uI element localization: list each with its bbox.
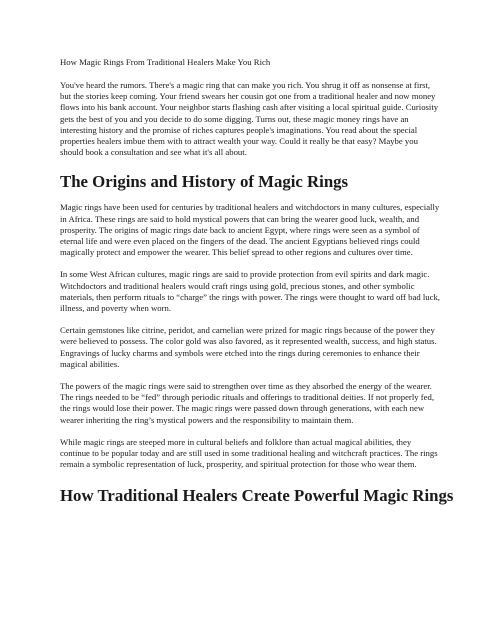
origins-paragraph-5: While magic rings are steeped more in cultural beliefs and folklore than actual magical abilities, they continue to be popular today and are still used in some traditional healing and witchcraft practices. The rings remain a symbolic representation of luck, prosperity, and spiritual protection for those who wear them. <box>60 436 438 470</box>
origins-paragraph-2: In some West African cultures, magic rings are said to provide protection from evil spirits and dark magic. Witchdoctors and traditional healers would craft rings using gold, precious stones, and other symbolic materials, then perform rituals to “charge” the rings with power. The rings were thought to ward off bad luck, illness, and poverty when worn. <box>60 269 440 314</box>
intro-paragraph: You've heard the rumors. There's a magic ring that can make you rich. You shrug it off as nonsense at first, but the stories keep coming. Your friend swears her cousin got one from a traditional healer and now money flows into his bank account. Your neighbor starts flashing cash after visiting a local spiritual guide. Curiosity gets the best of you and you decide to do some digging. Turns out, these magic money rings have an interesting history and the promise of riches captures people's imaginations. You read about the special properties healers imbue them with to attract wealth your way. Could it really be that easy? Maybe you should book a consultation and see what it's all about. <box>60 80 439 158</box>
origins-paragraph-3: Certain gemstones like citrine, peridot, and carnelian were prized for magic rings because of the power they were believed to possess. The color gold was also favored, as it represented wealth, success, and high status. Engravings of lucky charms and symbols were etched into the rings during ceremonies to enhance their magical abilities. <box>60 325 437 369</box>
section-heading-healers: How Traditional Healers Create Powerful Magic Rings <box>60 486 454 506</box>
origins-paragraph-1: Magic rings have been used for centuries by traditional healers and witchdoctors in many cultures, especially in Africa. These rings are said to hold mystical powers that can bring the wearer good luck, wealth, and prosperity. The origins of magic rings date back to ancient Egypt, where rings were seen as a symbol of eternal life and were even placed on the fingers of the dead. The ancient Egyptians believed rings could magically protect and empower the wearer. This belief spread to other regions and cultures over time. <box>60 202 440 258</box>
section-heading-origins: The Origins and History of Magic Rings <box>60 172 349 192</box>
document-title: How Magic Rings From Traditional Healers Make You Rich <box>60 57 271 67</box>
origins-paragraph-4: The powers of the magic rings were said to strengthen over time as they absorbed the energy of the wearer. The rings needed to be “fed” through periodic rituals and offerings to traditional deities. If not properly fed, the rings would lose their power. The magic rings were passed down through generations, with each new wearer inheriting the ring’s mystical powers and the responsibility to maintain them. <box>60 381 435 425</box>
document-page <box>60 56 454 516</box>
